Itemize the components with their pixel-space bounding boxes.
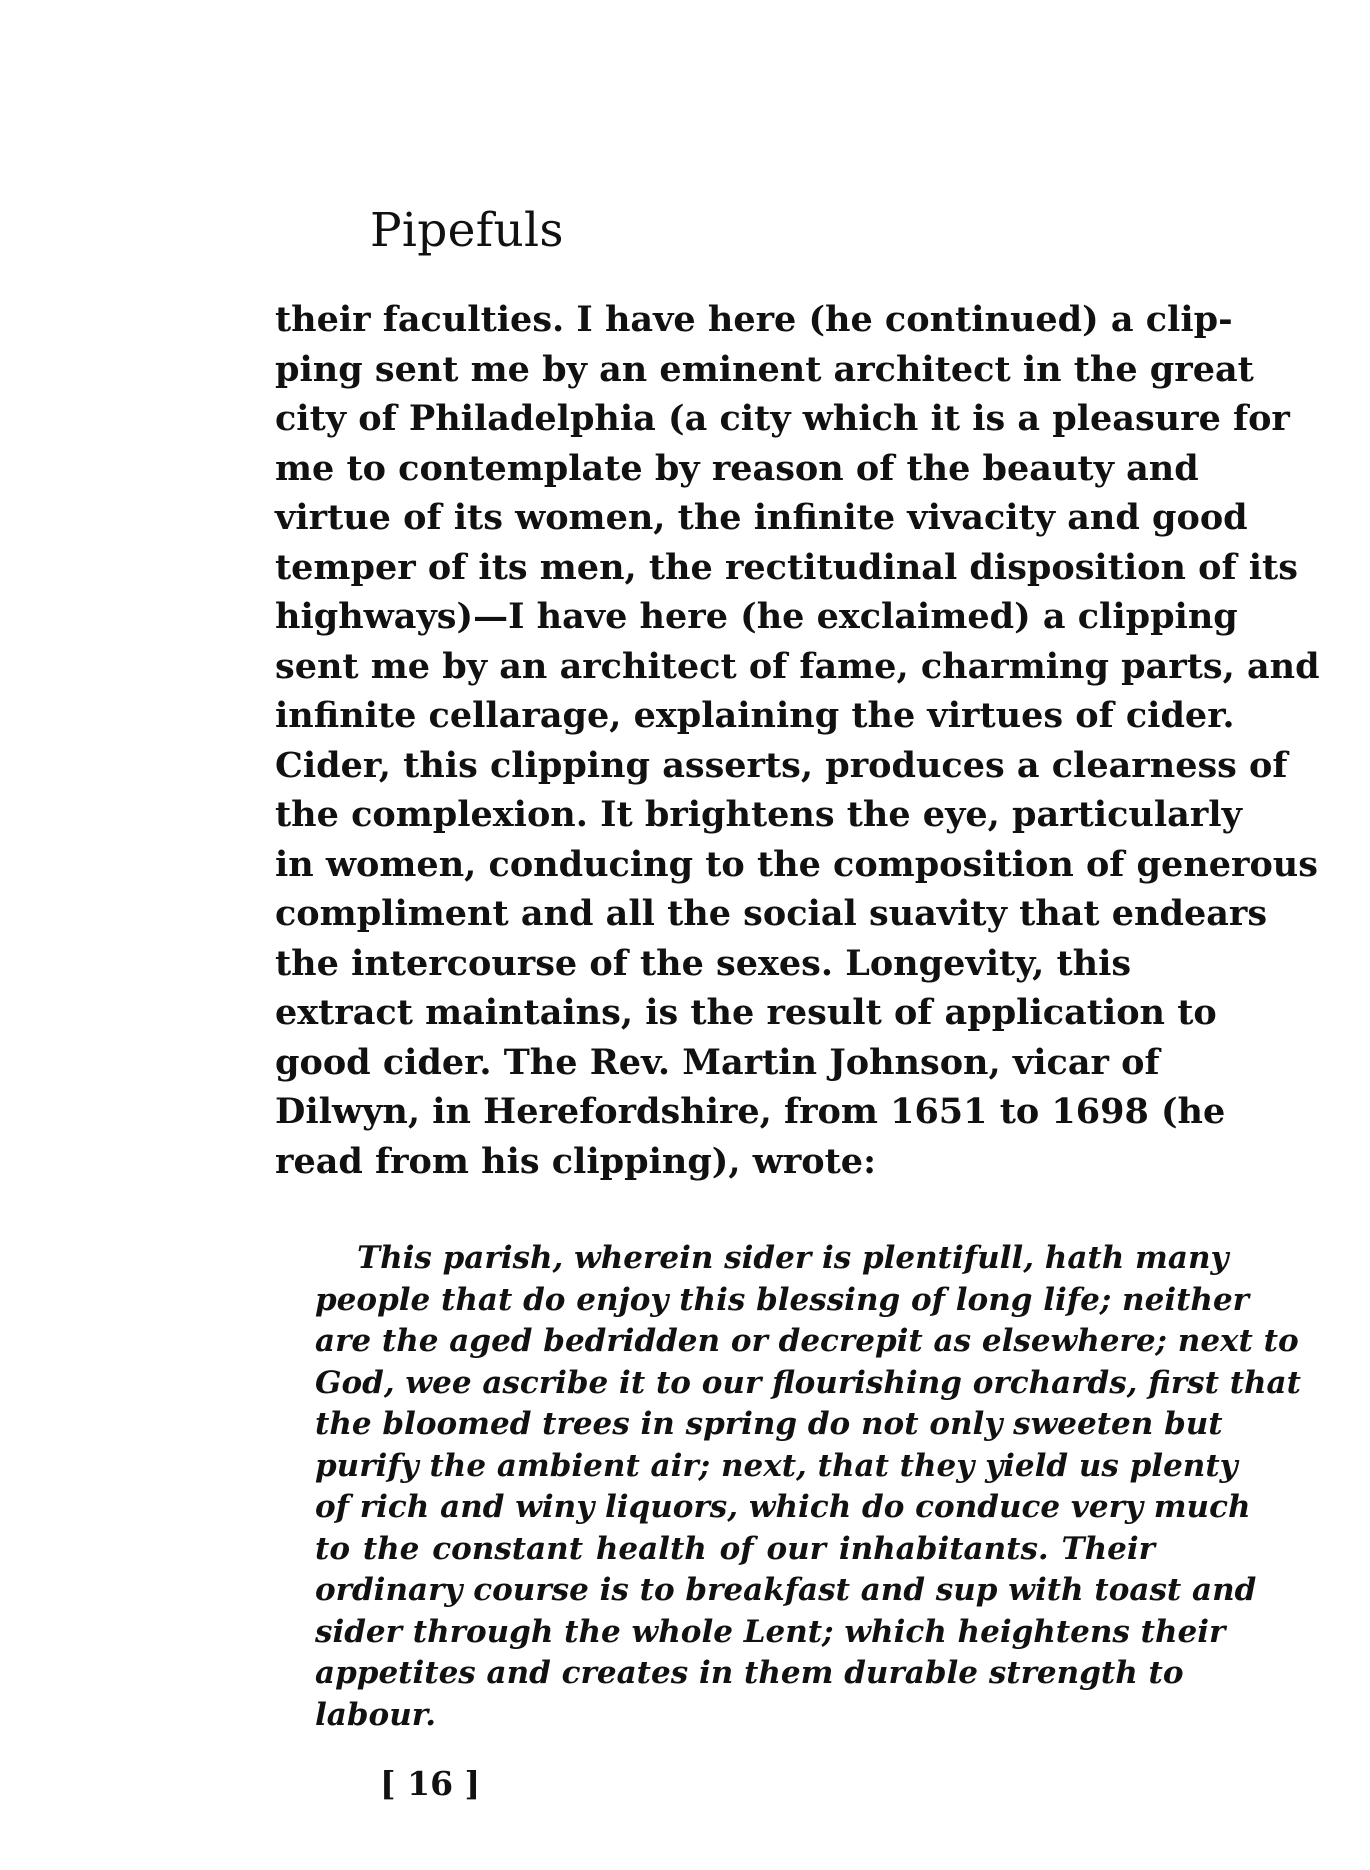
quote-line: ordinary course is to breakfast and sup with toast and <box>315 1572 1257 1608</box>
body-line: ping sent me by an eminent architect in the great <box>275 348 1254 390</box>
body-line: in women, conducing to the composition of generous <box>275 843 1318 885</box>
quote-line: appetites and creates in them durable strength to <box>315 1655 1184 1691</box>
quote-line: sider through the whole Lent; which heightens their <box>315 1613 1226 1650</box>
quote-line: are the aged bedridden or decrepit as elsewhere; next to <box>315 1323 1299 1359</box>
body-line: highways)—I have here (he exclaimed) a clipping <box>275 596 1238 637</box>
body-line: sent me by an architect of fame, charming parts, and <box>275 645 1320 687</box>
body-line: their faculties. I have here (he continued) a clip- <box>275 299 1233 340</box>
body-line: me to contemplate by reason of the beauty and <box>275 447 1199 489</box>
body-line: extract maintains, is the result of application to <box>275 992 1217 1033</box>
quote-line: of rich and winy liquors, which do conduce very much <box>315 1489 1251 1525</box>
body-line: Cider, this clipping asserts, produces a clearness of <box>275 744 1288 786</box>
quote-line: the bloomed trees in spring do not only sweeten but <box>315 1406 1223 1442</box>
body-line: the complexion. It brightens the eye, particularly <box>275 794 1242 835</box>
quote-line: God, wee ascribe it to our flourishing orchards, first that <box>315 1364 1301 1401</box>
body-line: Dilwyn, in Herefordshire, from 1651 to 1698 (he <box>275 1091 1226 1132</box>
body-line: read from his clipping), wrote: <box>275 1140 876 1182</box>
quote-line: This parish, wherein sider is plentifull, hath many <box>357 1240 1229 1276</box>
quote-line: to the constant health of our inhabitants. Their <box>315 1530 1155 1567</box>
body-line: compliment and all the social suavity that endears <box>275 893 1268 934</box>
block-quote <box>315 1238 1301 1736</box>
body-line: virtue of its women, the infinite vivacity and good <box>275 497 1248 538</box>
running-head: Pipefuls <box>370 203 564 258</box>
body-line: infinite cellarage, explaining the virtues of cider. <box>275 695 1235 736</box>
quote-line: people that do enjoy this blessing of long life; neither <box>315 1281 1250 1318</box>
body-paragraph <box>275 295 1320 1186</box>
page-number: [ 16 ] <box>380 1764 481 1803</box>
body-line: the intercourse of the sexes. Longevity, this <box>275 942 1132 984</box>
body-line: temper of its men, the rectitudinal disposition of its <box>275 546 1298 588</box>
body-line: good cider. The Rev. Martin Johnson, vicar of <box>275 1041 1160 1083</box>
body-line: city of Philadelphia (a city which it is a pleasure for <box>275 398 1290 439</box>
quote-line: labour. <box>315 1696 437 1733</box>
quote-line: purify the ambient air; next, that they yield us plenty <box>315 1447 1238 1484</box>
